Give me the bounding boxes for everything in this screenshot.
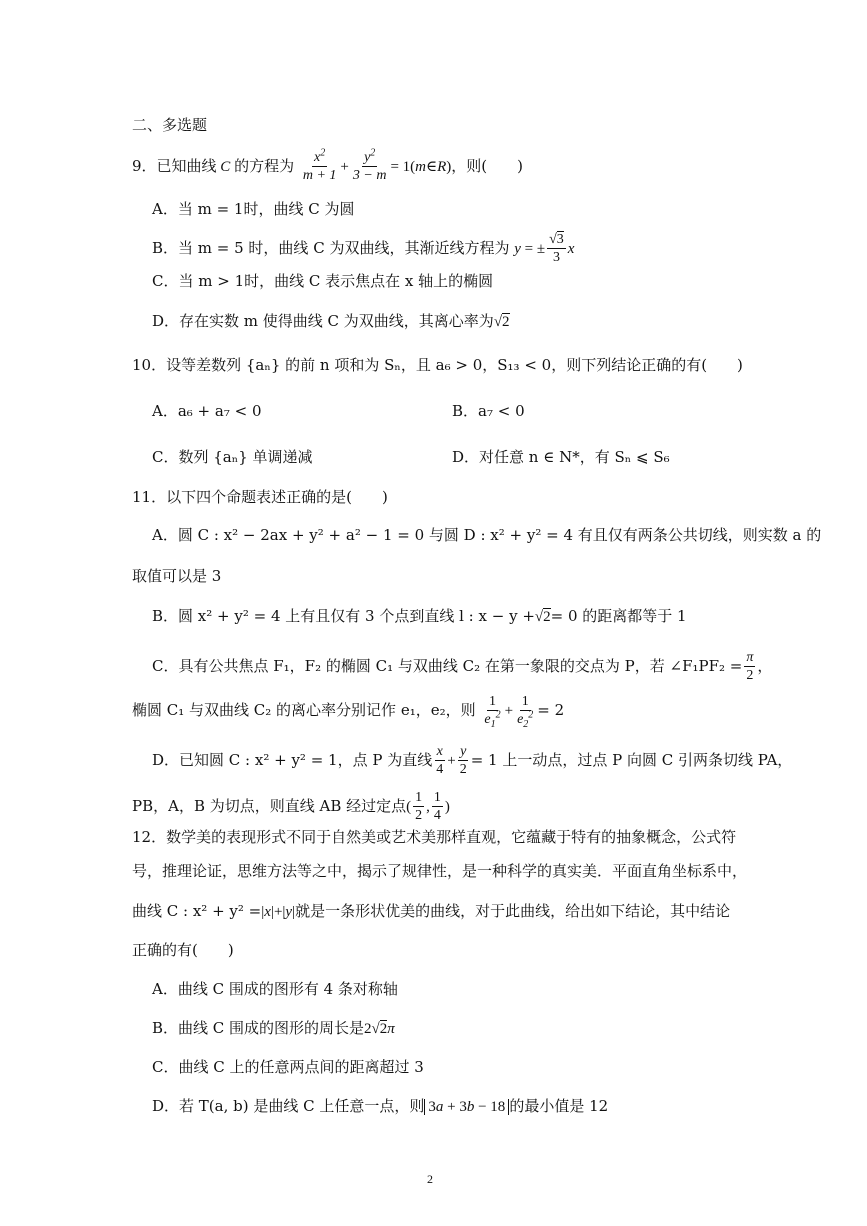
- q11-option-b-text: B．圆 x² + y² = 4 上有且仅有 3 个点到直线 l : x − y +: [152, 607, 535, 625]
- q11-option-d-line2-text: PB，A，B 为切点，则直线 AB 经过定点: [132, 796, 407, 815]
- q11-option-d-point-x: $\frac{1}{2}$: [415, 790, 423, 824]
- q12-option-b: B．曲线 C 围成的图形的周长是2√2π: [152, 1019, 395, 1037]
- q11-option-d-line2: PB，A，B 为切点，则直线 AB 经过定点( $\frac{1}{2}$ , $\frac{1}{4}$ ): [132, 790, 450, 824]
- q11-option-c-pi-frac: $\frac{\pi}{2}$: [746, 650, 754, 684]
- page-number: 2: [427, 1172, 433, 1186]
- q9-option-d-text: D．存在实数 m 使得曲线 C 为双曲线，其离心率为: [152, 312, 494, 330]
- q11-option-d-line1: D．已知圆 C : x² + y² = 1，点 P 为直线 $\frac{x}{4}$ + $\frac{y}{2}$ = 1 上一动点，过点 P 向圆 C 引两条切线 PA，: [152, 744, 793, 778]
- q11-option-c-frac1: $\frac{1}{e_1^2}$: [484, 694, 501, 731]
- q12-line3: 曲线 C : x² + y² =|x|+|y|就是一条形状优美的曲线，对于此曲线，给出如下结论，其中结论: [132, 902, 731, 920]
- q11-option-d-point-y: $\frac{1}{4}$: [433, 790, 441, 824]
- q10-option-a: A．a₆ + a₇ < 0: [152, 402, 262, 420]
- q11-option-a-line2: 取值可以是 3: [132, 567, 222, 585]
- q9-frac-y: $\frac{y^2}{3 - m}$: [352, 147, 387, 184]
- q11-option-d-line1-suffix: = 1 上一动点，过点 P 向圆 C 引两条切线 PA，: [470, 750, 793, 769]
- q9-stem-prefix: 9．已知曲线: [132, 156, 217, 175]
- q12-line1: 12．数学美的表现形式不同于自然美或艺术美那样直观，它蕴藏于特有的抽象概念，公式符: [132, 828, 737, 846]
- q12-option-d-text: D．若 T(a, b) 是曲线 C 上任意一点，则: [152, 1097, 425, 1115]
- q10-option-b: B．a₇ < 0: [452, 402, 525, 420]
- q11-option-c-line1: C．具有公共焦点 F₁，F₂ 的椭圆 C₁ 与双曲线 C₂ 在第一象限的交点为 P，若 ∠F₁PF₂ = $\frac{\pi}{2}$ ，: [152, 650, 773, 684]
- q12-line3-suffix: 就是一条形状优美的曲线，对于此曲线，给出如下结论，其中结论: [295, 902, 731, 920]
- q12-option-a: A．曲线 C 围成的图形有 4 条对称轴: [152, 980, 398, 998]
- q12-line2: 号，推理论证，思维方法等之中，揭示了规律性，是一种科学的真实美．平面直角坐标系中，: [132, 862, 748, 880]
- q11-option-d-frac-x: $\frac{x}{4}$: [436, 744, 444, 778]
- q11-stem: 11．以下四个命题表述正确的是( ): [132, 488, 388, 506]
- q11-option-c-text: C．具有公共焦点 F₁，F₂ 的椭圆 C₁ 与双曲线 C₂ 在第一象限的交点为 P，若 ∠F₁PF₂ =: [152, 656, 743, 675]
- q9-option-b-frac: $\frac{√3}{3}$: [549, 232, 564, 266]
- q11-option-d-text: D．已知圆 C : x² + y² = 1，点 P 为直线: [152, 750, 433, 769]
- q10-stem: 10．设等差数列 {aₙ} 的前 n 项和为 Sₙ，且 a₆ > 0，S₁₃ < 0，则下列结论正确的有( ): [132, 356, 743, 374]
- q12-option-b-text: B．曲线 C 围成的图形的周长是: [152, 1019, 365, 1037]
- q12-option-c: C．曲线 C 上的任意两点间的距离超过 3: [152, 1058, 424, 1076]
- q11-option-c-line2-text: 椭圆 C₁ 与双曲线 C₂ 的离心率分别记作 e₁，e₂，则: [132, 700, 476, 719]
- q12-option-d: D．若 T(a, b) 是曲线 C 上任意一点，则 3a + 3b − 18 的最小值是 12: [152, 1097, 609, 1115]
- q11-option-a-line1: A．圆 C : x² − 2ax + y² + a² − 1 = 0 与圆 D : x² + y² = 4 有且仅有两条公共切线，则实数 a 的: [152, 526, 822, 544]
- q9-option-d: D．存在实数 m 使得曲线 C 为双曲线，其离心率为√2: [152, 312, 510, 330]
- q9-option-c: C．当 m > 1时，曲线 C 表示焦点在 x 轴上的椭圆: [152, 272, 494, 290]
- q11-option-b: B．圆 x² + y² = 4 上有且仅有 3 个点到直线 l : x − y +√2= 0 的距离都等于 1: [152, 607, 687, 625]
- q12-option-d-suffix: 的最小值是 12: [509, 1097, 609, 1115]
- q9-stem-mid: 的方程为: [234, 156, 295, 175]
- q10-option-d: D．对任意 n ∈ N*，有 Sₙ ⩽ S₆: [452, 448, 670, 466]
- q11-option-c-line2: 椭圆 C₁ 与双曲线 C₂ 的离心率分别记作 e₁，e₂，则 $\frac{1}{e_1^2}$ + $\frac{1}{e_2^2}$ = 2: [132, 694, 565, 731]
- q12-line3-text: 曲线 C : x² + y² =: [132, 902, 262, 920]
- q9-stem-suffix: ，则( ): [451, 156, 524, 175]
- q10-option-c: C．数列 {aₙ} 单调递减: [152, 448, 313, 466]
- q11-option-c-line2-suffix: = 2: [537, 700, 565, 719]
- q9-stem: 9．已知曲线 C 的方程为 $\frac{x^2}{m + 1}$ + $\frac{y^2}{3 - m}$ = 1(m∈R)，则( ): [132, 147, 524, 184]
- q9-option-a: A．当 m = 1时，曲线 C 为圆: [152, 200, 355, 218]
- q11-option-c-frac2: $\frac{1}{e_2^2}$: [517, 694, 534, 731]
- q9-option-b-text: B．当 m = 5 时，曲线 C 为双曲线，其渐近线方程为: [152, 238, 510, 257]
- q9-frac-x: $\frac{x^2}{m + 1}$: [302, 147, 337, 184]
- section-title: 二、多选题: [132, 116, 208, 134]
- q12-line4: 正确的有( ): [132, 941, 234, 959]
- q11-option-d-frac-y: $\frac{y}{2}$: [459, 744, 467, 778]
- q9-option-b: B．当 m = 5 时，曲线 C 为双曲线，其渐近线方程为 y = ± $\frac{√3}{3}$ x: [152, 232, 575, 266]
- q11-option-b-suffix: = 0 的距离都等于 1: [550, 607, 687, 625]
